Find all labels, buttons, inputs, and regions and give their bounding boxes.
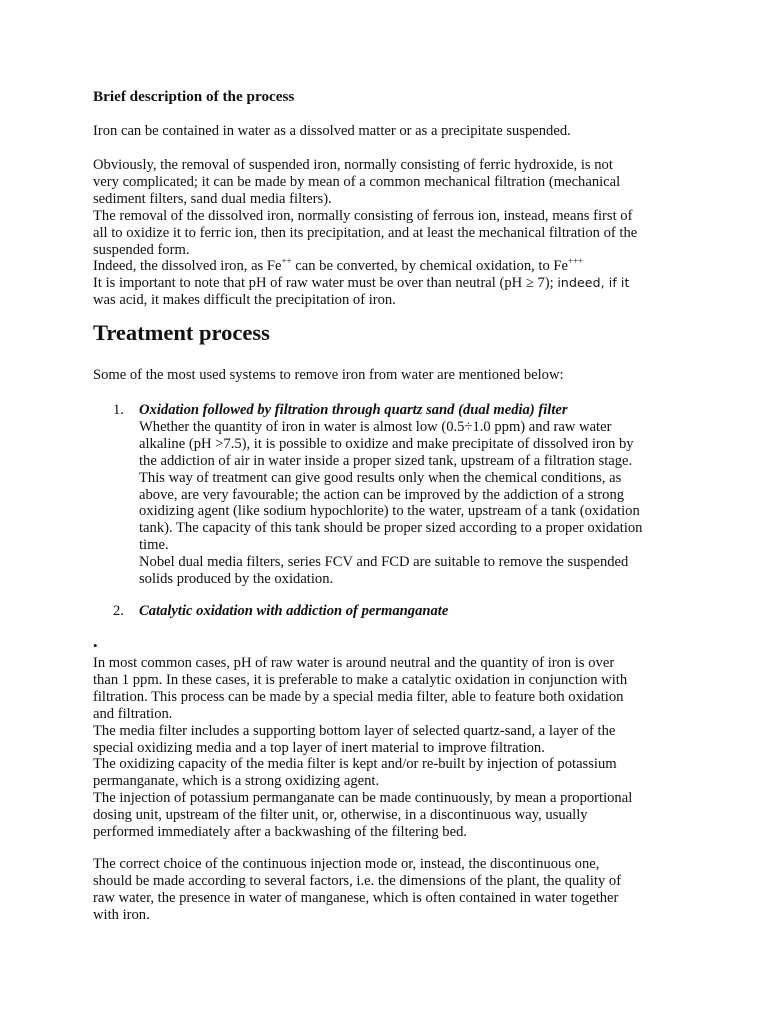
text-line: should be made according to several factors, i.e. the dimensions of the plant, the quality of <box>93 872 622 889</box>
text-line: was acid, it makes difficult the precipitation of iron. <box>93 292 396 309</box>
treatment-intro: Some of the most used systems to remove iron from water are mentioned below: <box>93 367 564 383</box>
list-item-body <box>139 603 448 620</box>
text-line: time. <box>139 537 169 554</box>
text-line: oxidizing agent (like sodium hypochlorite) to the water, upstream of a tank (oxidation <box>139 503 640 520</box>
text-line: permanganate, which is a strong oxidizing agent. <box>93 773 380 790</box>
list-item-title: Oxidation followed by filtration through quartz sand (dual media) filter <box>139 402 568 418</box>
text-line: The media filter includes a supporting bottom layer of selected quartz-sand, a layer of the <box>93 722 616 739</box>
text-line: than 1 ppm. In these cases, it is preferable to make a catalytic oxidation in conjunction with <box>93 671 628 688</box>
text-line: special oxidizing media and a top layer of inert material to improve filtration. <box>93 739 545 756</box>
text-line: Nobel dual media filters, series FCV and FCD are suitable to remove the suspended <box>139 554 629 571</box>
list-number: 2. <box>113 603 124 619</box>
catalytic-paragraph <box>93 655 632 841</box>
list-item-body <box>139 402 642 588</box>
text-line: solids produced by the oxidation. <box>139 571 334 588</box>
fe-superscript-3plus: +++ <box>568 255 584 266</box>
intro-paragraph: Iron can be contained in water as a dissolved matter or as a precipitate suspended. <box>93 123 571 139</box>
text-line: Whether the quantity of iron in water is almost low (0.5÷1.0 ppm) and raw water <box>139 418 612 435</box>
text-line: In most common cases, pH of raw water is around neutral and the quantity of iron is over <box>93 655 615 671</box>
text-line: The oxidizing capacity of the media filter is kept and/or re-built by injection of potassium <box>93 756 617 773</box>
text-line: raw water, the presence in water of manganese, which is often contained in water together <box>93 889 619 906</box>
fe-superscript-2plus: ++ <box>281 255 292 266</box>
text-line: with iron. <box>93 906 150 923</box>
ph-line <box>93 275 637 292</box>
final-paragraph <box>93 856 621 924</box>
text-line: filtration. This process can be made by a special media filter, able to feature both oxidation <box>93 688 624 705</box>
list-item-title: Catalytic oxidation with addiction of permanganate <box>139 603 449 619</box>
text-line: Obviously, the removal of suspended iron, normally consisting of ferric hydroxide, is not <box>93 157 613 173</box>
ph-text-alt-font: indeed, if it <box>557 275 630 291</box>
text-line: suspended form. <box>93 241 190 258</box>
fe-text-before: Indeed, the dissolved iron, as Fe <box>93 258 282 275</box>
text-line: This way of treatment can give good results only when the chemical conditions, as <box>139 469 622 486</box>
suspended-iron-paragraph <box>93 157 637 309</box>
text-line: The injection of potassium permanganate can be made continuously, by mean a proportional <box>93 790 633 807</box>
list-number: 1. <box>113 402 124 418</box>
fe-text-middle: can be converted, by chemical oxidation, to Fe <box>291 258 569 275</box>
text-line: alkaline (pH >7.5), it is possible to oxidize and make precipitate of dissolved iron by <box>139 435 634 452</box>
text-line: above, are very favourable; the action can be improved by the addiction of a strong <box>139 486 625 503</box>
fe-oxidation-line <box>93 255 637 275</box>
ph-text-main: It is important to note that pH of raw water must be over than neutral (pH ≥ 7); <box>93 275 558 292</box>
text-line: all to oxidize it to ferric ion, then its precipitation, and at least the mechanical filtration of the <box>93 224 638 241</box>
text-line: very complicated; it can be made by mean of a common mechanical filtration (mechanical <box>93 173 621 190</box>
heading-treatment-process: Treatment process <box>93 320 270 345</box>
heading-brief-description: Brief description of the process <box>93 88 295 105</box>
text-line: sediment filters, sand dual media filters). <box>93 190 332 207</box>
text-line: The removal of the dissolved iron, normally consisting of ferrous ion, instead, means first of <box>93 207 633 224</box>
text-line: tank). The capacity of this tank should be proper sized according to a proper oxidation <box>139 520 643 537</box>
bullet-icon: • <box>93 638 98 653</box>
text-line: the addiction of air in water inside a proper sized tank, upstream of a filtration stage. <box>139 452 633 469</box>
text-line: and filtration. <box>93 705 173 722</box>
text-line: dosing unit, upstream of the filter unit, or, otherwise, in a discontinuous way, usually <box>93 807 588 824</box>
text-line: performed immediately after a backwashing of the filtering bed. <box>93 824 468 841</box>
text-line: The correct choice of the continuous injection mode or, instead, the discontinuous one, <box>93 856 600 872</box>
